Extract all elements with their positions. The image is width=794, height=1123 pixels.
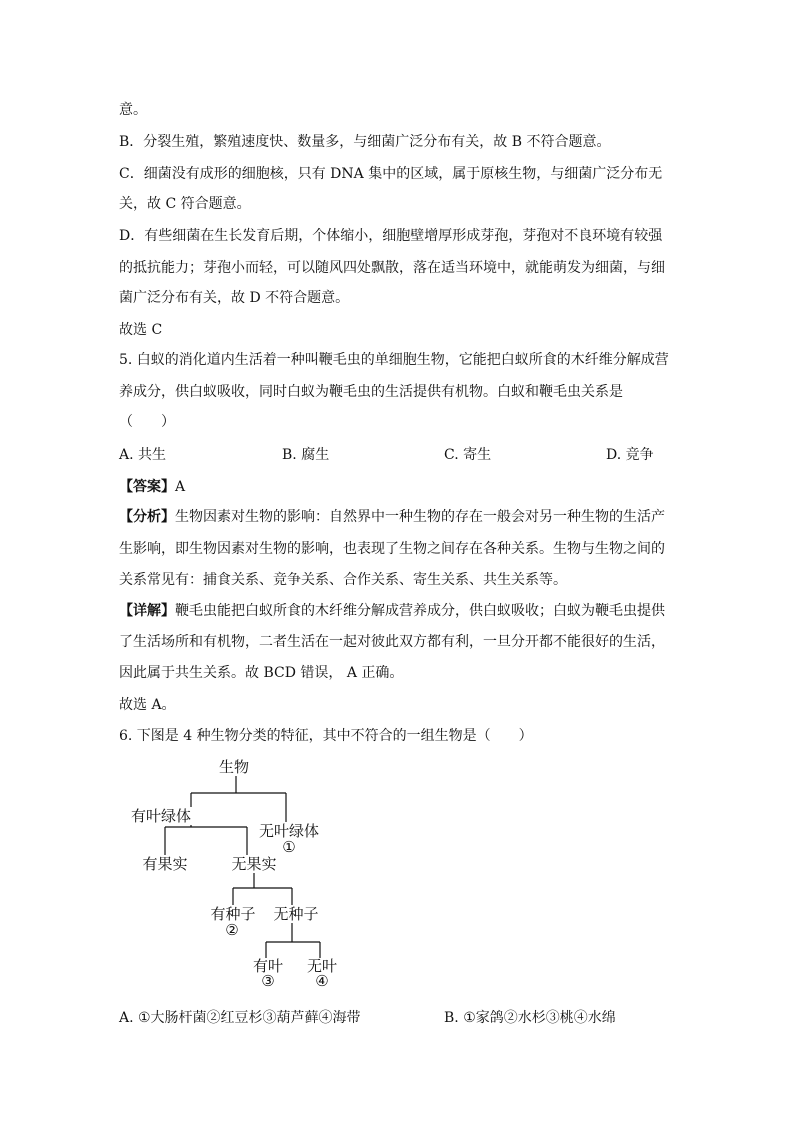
- node-root: 生物: [218, 758, 250, 776]
- mark-2: ②: [225, 921, 239, 939]
- analysis-text: 关系常见有：捕食关系、竞争关系、合作关系、寄生关系、共生关系等。: [119, 572, 567, 588]
- q5-option-a: A. 共生: [119, 447, 167, 463]
- conclusion: 故选 A。: [119, 697, 176, 713]
- text-line: 的抵抗能力；芽孢小而轻，可以随风四处飘散，落在适当环境中，就能萌发为细菌，与细: [119, 260, 665, 276]
- answer-text: A: [175, 479, 186, 495]
- node-no-leaf: 无叶: [306, 957, 338, 975]
- q5-option-d: D. 竞争: [606, 447, 654, 463]
- text-line: B．分裂生殖，繁殖速度快、数量多，与细菌广泛分布有关，故 B 不符合题意。: [119, 134, 611, 150]
- node-no-fruit: 无果实: [231, 855, 277, 873]
- node-no-chloroplast: 无叶绿体: [258, 822, 320, 840]
- node-has-leaf: 有叶: [252, 957, 284, 975]
- q6-option-b: B. ①家鸽②水杉③桃④水绵: [444, 1010, 616, 1026]
- detail-text: 了生活场所和有机物，二者生活在一起对彼此双方都有利，一旦分开都不能很好的生活，: [119, 634, 665, 650]
- text-line: D．有些细菌在生长发育后期，个体缩小，细胞壁增厚形成芽孢，芽孢对不良环境有较强: [119, 228, 663, 244]
- detail-label: 【详解】: [119, 603, 175, 619]
- node-has-seed: 有种子: [210, 905, 256, 923]
- mark-3: ③: [261, 972, 275, 990]
- q5-option-b: B. 腐生: [282, 447, 330, 463]
- node-no-seed: 无种子: [273, 905, 319, 923]
- answer-label: 【答案】: [119, 479, 175, 495]
- q6-option-a: A. ①大肠杆菌②红豆杉③葫芦藓④海带: [119, 1010, 361, 1026]
- text-line: 菌广泛分布有关，故 D 不符合题意。: [119, 290, 350, 306]
- node-has-fruit: 有果实: [142, 855, 188, 873]
- question-5-stem: 5. 白蚁的消化道内生活着一种叫鞭毛虫的单细胞生物，它能把白蚁所食的木纤维分解成营: [119, 352, 669, 368]
- question-5-stem: 养成分，供白蚁吸收，同时白蚁为鞭毛虫的生活提供有机物。白蚁和鞭毛虫关系是: [119, 384, 623, 400]
- mark-4: ④: [315, 972, 329, 990]
- detail-text: 因此属于共生关系。故 BCD 错误， A 正确。: [119, 665, 404, 681]
- question-5-blank: （ ）: [119, 414, 175, 430]
- analysis-text: 生影响，即生物因素对生物的影响，也表现了生物之间存在各种关系。生物与生物之间的: [119, 541, 665, 557]
- text-line: 故选 C: [119, 322, 163, 338]
- mark-1: ①: [282, 838, 296, 856]
- text-line: 关，故 C 符合题意。: [119, 196, 251, 212]
- q5-option-c: C. 寄生: [444, 447, 492, 463]
- detail-text: 鞭毛虫能把白蚁所食的木纤维分解成营养成分，供白蚁吸收；白蚁为鞭毛虫提供: [175, 603, 665, 619]
- question-6-stem: 6. 下图是 4 种生物分类的特征，其中不符合的一组生物是（ ）: [119, 728, 533, 744]
- analysis-label: 【分析】: [119, 509, 175, 525]
- node-has-chloroplast: 有叶绿体: [130, 807, 192, 825]
- text-line: 意。: [119, 102, 147, 118]
- analysis-text: 生物因素对生物的影响：自然界中一种生物的存在一般会对另一种生物的生活产: [175, 509, 665, 525]
- text-line: C．细菌没有成形的细胞核，只有 DNA 集中的区域，属于原核生物，与细菌广泛分布无: [119, 166, 663, 182]
